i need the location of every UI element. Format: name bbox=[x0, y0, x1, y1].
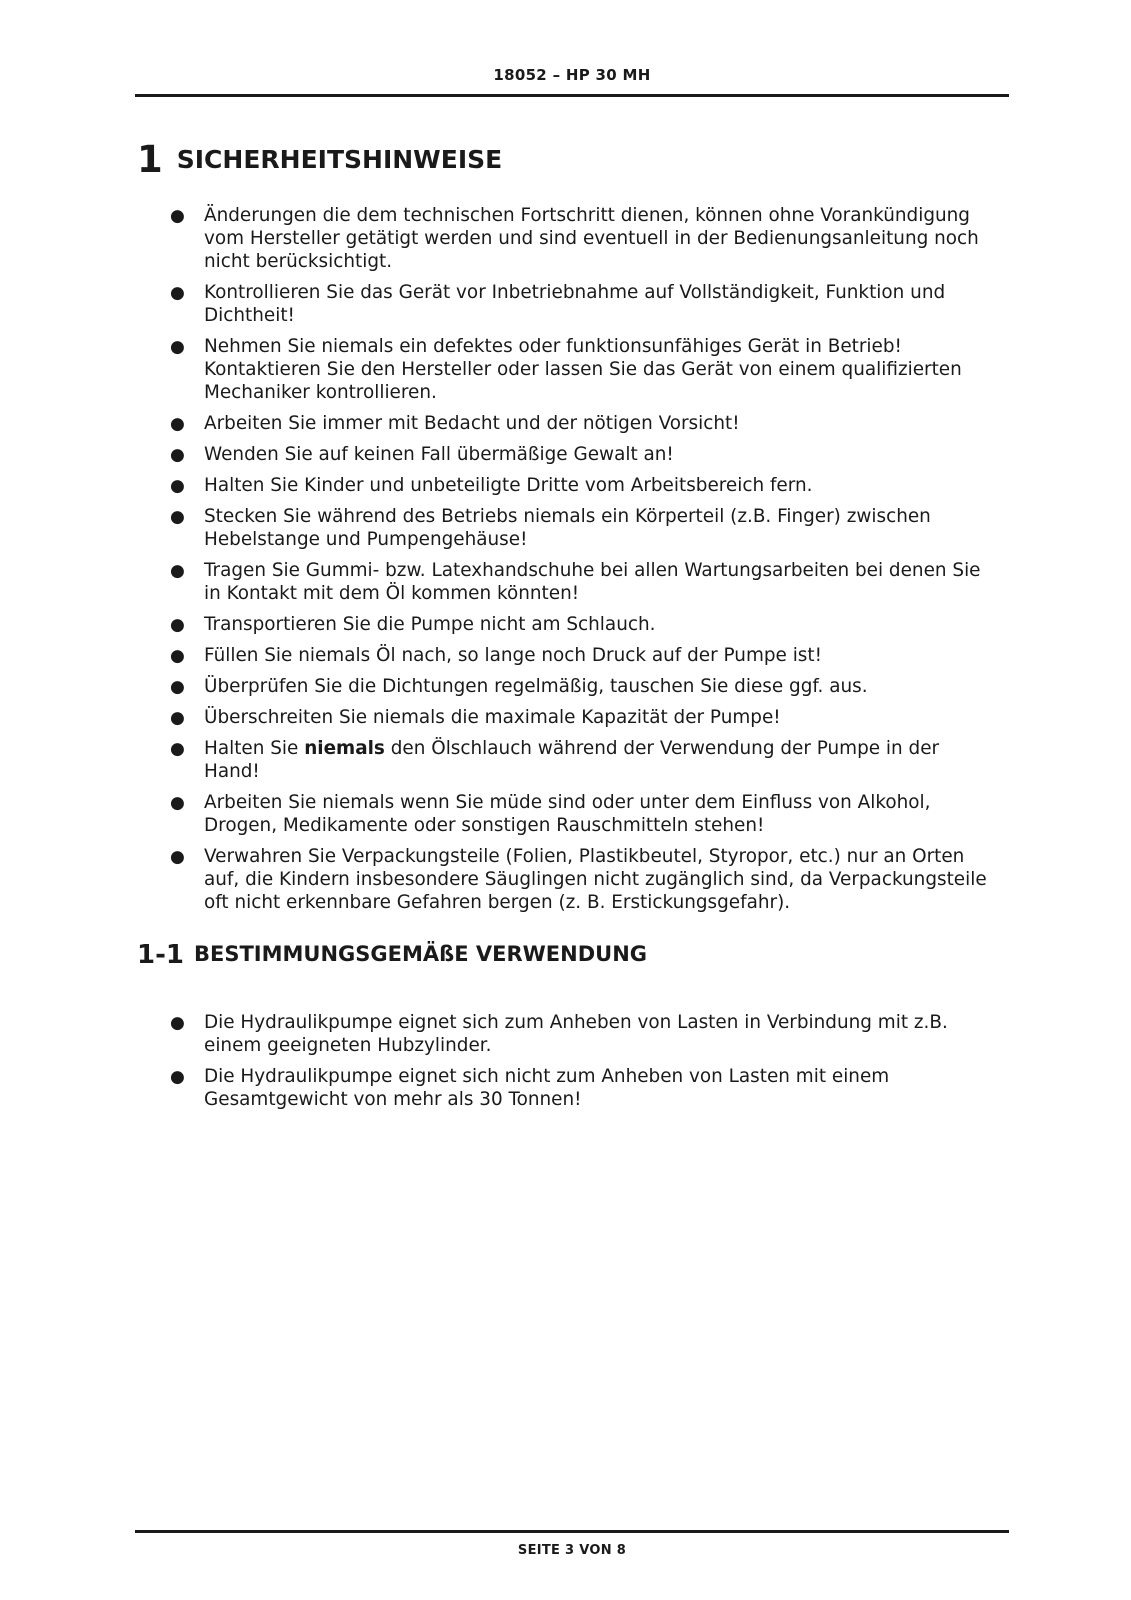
list-item bbox=[170, 412, 1000, 435]
list-item bbox=[170, 1065, 1000, 1111]
section-heading-intended-use bbox=[137, 940, 647, 970]
list-item bbox=[170, 335, 1000, 404]
section-title: SICHERHEITSHINWEISE bbox=[176, 145, 503, 174]
list-item bbox=[170, 737, 1000, 783]
subsection-number: 1-1 bbox=[137, 940, 184, 970]
list-item-text: Die Hydraulikpumpe eignet sich zum Anheben von Lasten in Verbindung mit z.B. einem geeigneten Hubzylinder. bbox=[204, 1012, 948, 1056]
page-header-title: 18052 – HP 30 MH bbox=[493, 66, 651, 84]
list-item bbox=[170, 559, 1000, 605]
list-item bbox=[170, 443, 1000, 466]
bullet-icon: ● bbox=[170, 561, 185, 581]
list-item-text: Überprüfen Sie die Dichtungen regelmäßig, tauschen Sie diese ggf. aus. bbox=[204, 676, 868, 697]
list-item bbox=[170, 791, 1000, 837]
emphasis-text: niemals bbox=[304, 738, 385, 759]
list-item bbox=[170, 505, 1000, 551]
bullet-icon: ● bbox=[170, 1013, 185, 1033]
list-item bbox=[170, 675, 1000, 698]
list-item-text: Wenden Sie auf keinen Fall übermäßige Gewalt an! bbox=[204, 444, 674, 465]
bullet-icon: ● bbox=[170, 615, 185, 635]
list-item-text: Stecken Sie während des Betriebs niemals ein Körperteil (z.B. Finger) zwischen Hebelstange und Pumpengehäuse! bbox=[204, 506, 931, 550]
section-heading-safety bbox=[137, 138, 502, 181]
page-number: SEITE 3 VON 8 bbox=[517, 1543, 627, 1558]
bullet-icon: ● bbox=[170, 476, 185, 496]
list-item bbox=[170, 613, 1000, 636]
bullet-icon: ● bbox=[170, 708, 185, 728]
bullet-icon: ● bbox=[170, 337, 185, 357]
list-item-text: Änderungen die dem technischen Fortschritt dienen, können ohne Vorankündigung vom Hersteller getätigt werden und sind eventuell in der Bedienungsanleitung noch nicht berücksichtigt. bbox=[204, 205, 979, 272]
bullet-icon: ● bbox=[170, 283, 185, 303]
list-item bbox=[170, 845, 1000, 914]
subsection-title: BESTIMMUNGSGEMÄßE VERWENDUNG bbox=[193, 942, 648, 966]
list-item bbox=[170, 706, 1000, 729]
bullet-icon: ● bbox=[170, 646, 185, 666]
intended-use-list bbox=[170, 1011, 1000, 1119]
list-item-text: Füllen Sie niemals Öl nach, so lange noch Druck auf der Pumpe ist! bbox=[204, 645, 822, 666]
list-item bbox=[170, 1011, 1000, 1057]
bullet-icon: ● bbox=[170, 414, 185, 434]
list-item bbox=[170, 204, 1000, 273]
safety-instructions-list bbox=[170, 204, 1000, 922]
bullet-icon: ● bbox=[170, 206, 185, 226]
section-number: 1 bbox=[137, 138, 163, 181]
list-item-text: Transportieren Sie die Pumpe nicht am Schlauch. bbox=[204, 614, 656, 635]
bullet-icon: ● bbox=[170, 677, 185, 697]
list-item-text: Überschreiten Sie niemals die maximale Kapazität der Pumpe! bbox=[204, 707, 781, 728]
list-item-text: Arbeiten Sie niemals wenn Sie müde sind oder unter dem Einfluss von Alkohol, Drogen, Medikamente oder sonstigen Rauschmitteln stehen! bbox=[204, 792, 931, 836]
list-item-text: Die Hydraulikpumpe eignet sich nicht zum Anheben von Lasten mit einem Gesamtgewicht von mehr als 30 Tonnen! bbox=[204, 1066, 890, 1110]
list-item-text: Arbeiten Sie immer mit Bedacht und der nötigen Vorsicht! bbox=[204, 413, 740, 434]
list-item bbox=[170, 474, 1000, 497]
bullet-icon: ● bbox=[170, 793, 185, 813]
list-item-text-end: den Ölschlauch während der Verwendung der Pumpe in der Hand! bbox=[204, 738, 940, 782]
list-item-text: Verwahren Sie Verpackungsteile (Folien, Plastikbeutel, Styropor, etc.) nur an Orten auf, die Kindern insbesondere Säuglingen nicht zugänglich sind, da Verpackungsteile oft nicht erkennbare Gefahren bergen (z. B. Erstickungsgefahr). bbox=[204, 846, 987, 913]
bullet-icon: ● bbox=[170, 739, 185, 759]
list-item-text-start: Halten Sie bbox=[204, 738, 305, 759]
bullet-icon: ● bbox=[170, 507, 185, 527]
bullet-icon: ● bbox=[170, 847, 185, 867]
list-item-text: Nehmen Sie niemals ein defektes oder funktionsunfähiges Gerät in Betrieb! Kontaktieren Sie den Hersteller oder lassen Sie das Gerät von einem qualifizierten Mechaniker kontrollieren. bbox=[204, 336, 962, 403]
bullet-icon: ● bbox=[170, 1067, 185, 1087]
list-item bbox=[170, 644, 1000, 667]
bullet-icon: ● bbox=[170, 445, 185, 465]
header-rule bbox=[135, 94, 1009, 97]
list-item-text: Tragen Sie Gummi- bzw. Latexhandschuhe bei allen Wartungsarbeiten bei denen Sie in Kontakt mit dem Öl kommen könnten! bbox=[204, 560, 981, 604]
list-item bbox=[170, 281, 1000, 327]
footer-rule bbox=[135, 1530, 1009, 1533]
list-item-text: Halten Sie Kinder und unbeteiligte Dritte vom Arbeitsbereich fern. bbox=[204, 475, 813, 496]
list-item-text: Kontrollieren Sie das Gerät vor Inbetriebnahme auf Vollständigkeit, Funktion und Dichtheit! bbox=[204, 282, 946, 326]
